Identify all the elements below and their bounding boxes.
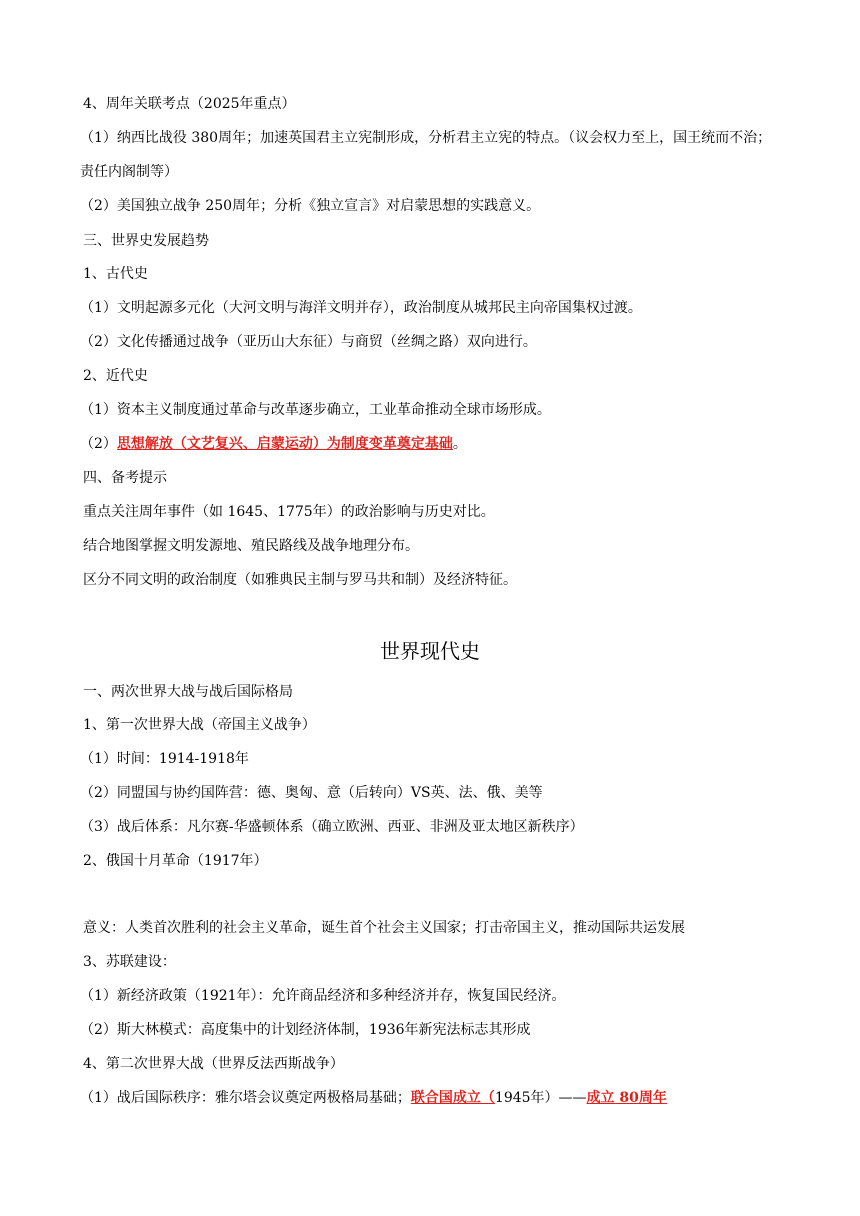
paragraph-suffix: 。 (452, 436, 467, 452)
subsection-heading: 4、第二次世界大战（世界反法西斯战争） (83, 1056, 344, 1072)
paragraph-highlight (80, 1088, 667, 1108)
section-heading: 三、世界史发展趋势 (83, 233, 209, 249)
section-heading: 4、周年关联考点（2025年重点） (83, 96, 296, 112)
paragraph: （1）资本主义制度通过革命与改革逐步确立，工业革命推动全球市场形成。 (80, 402, 551, 418)
paragraph: （1）纳西比战役 380周年；加速英国君主立宪制形成，分析君主立宪的特点。（议会权力至上，国王统而不治；责任内阁制等） (80, 130, 772, 180)
paragraph: （2）同盟国与协约国阵营：德、奥匈、意（后转向）VS英、法、俄、美等 (80, 785, 543, 801)
subsection-heading: 2、俄国十月革命（1917年） (83, 853, 268, 869)
highlight-text: 思想解放（文艺复兴、启蒙运动）为制度变革奠定基础 (116, 436, 453, 452)
paragraph: 区分不同文明的政治制度（如雅典民主制与罗马共和制）及经济特征。 (83, 572, 517, 588)
subsection-heading: 3、苏联建设： (83, 954, 176, 970)
paragraph: （3）战后体系：凡尔赛-华盛顿体系（确立欧洲、西亚、非洲及亚太地区新秩序） (80, 819, 584, 835)
paragraph: （2）文化传播通过战争（亚历山大东征）与商贸（丝绸之路）双向进行。 (80, 334, 537, 350)
highlight-text: 成立 80周年 (586, 1090, 667, 1106)
paragraph: （2）斯大林模式：高度集中的计划经济体制，1936年新宪法标志其形成 (80, 1022, 531, 1038)
paragraph-prefix: （2） (80, 436, 117, 452)
page-title: 世界现代史 (380, 639, 480, 663)
paragraph-mid: 1945年）—— (494, 1090, 587, 1106)
subsection-heading: 1、第一次世界大战（帝国主义战争） (83, 717, 316, 733)
subsection-heading: 1、古代史 (83, 266, 148, 282)
section-heading: 一、两次世界大战与战后国际格局 (83, 684, 293, 700)
highlight-text: 联合国成立（ (410, 1090, 495, 1106)
section-heading: 四、备考提示 (83, 470, 167, 486)
paragraph: 结合地图掌握文明发源地、殖民路线及战争地理分布。 (83, 538, 419, 554)
paragraph: （2）美国独立战争 250周年；分析《独立宣言》对启蒙思想的实践意义。 (80, 198, 541, 214)
paragraph-highlight (80, 434, 467, 454)
paragraph: （1）文明起源多元化（大河文明与海洋文明并存），政治制度从城邦民主向帝国集权过渡。 (80, 300, 642, 316)
paragraph: （1）时间：1914-1918年 (80, 751, 249, 767)
paragraph: 重点关注周年事件（如 1645、1775年）的政治影响与历史对比。 (83, 504, 495, 520)
subsection-heading: 2、近代史 (83, 368, 148, 384)
paragraph: （1）新经济政策（1921年）：允许商品经济和多种经济并存，恢复国民经济。 (80, 988, 566, 1004)
paragraph-prefix: （1）战后国际秩序：雅尔塔会议奠定两极格局基础； (80, 1090, 411, 1106)
paragraph: 意义：人类首次胜利的社会主义革命，诞生首个社会主义国家；打击帝国主义，推动国际共运发展 (83, 920, 685, 936)
